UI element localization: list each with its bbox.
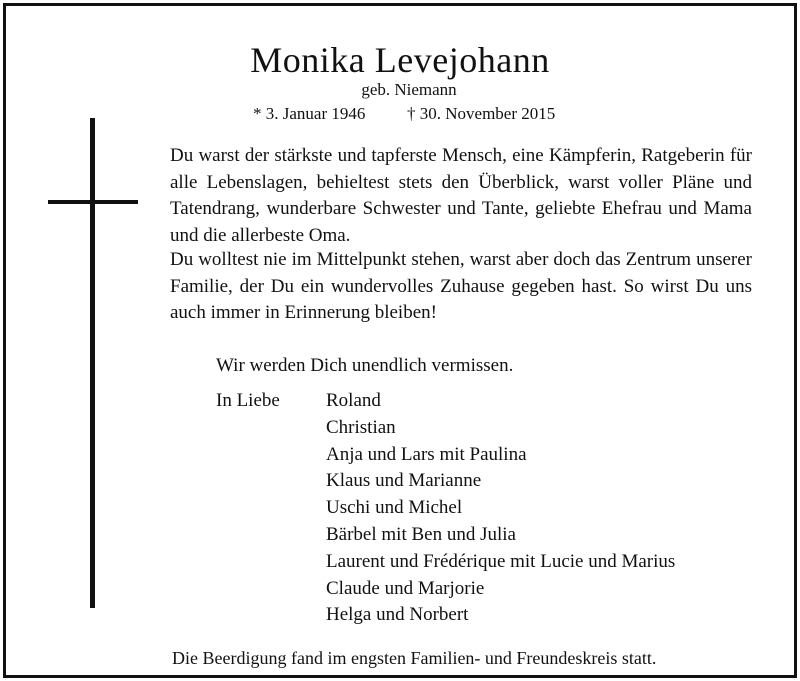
farewell-line: Wir werden Dich unendlich vermissen. <box>216 355 514 376</box>
deceased-name: Monika Levejohann <box>250 40 550 80</box>
mourners-list <box>326 388 675 629</box>
mourner-name: Laurent und Frédérique mit Lucie und Marius <box>326 550 676 572</box>
funeral-note: Die Beerdigung fand im engsten Familien- und Freundeskreis statt. <box>172 648 657 668</box>
death-date: † 30. November 2015 <box>407 104 556 123</box>
mourner-name: Christian <box>326 416 396 438</box>
birth-name: geb. Niemann <box>361 80 457 99</box>
mourner-name: Klaus und Marianne <box>326 470 482 492</box>
mourner-name: Claude und Marjorie <box>326 577 485 599</box>
mourner-name: Roland <box>326 390 381 411</box>
tribute-paragraph-2: Du wolltest nie im Mittelpunkt stehen, warst aber doch das Zentrum unserer Familie, der Du ein wundervolles Zuhause gegeben hast. So wirst Du uns auch immer in Erinnerung bleiben! <box>170 249 752 323</box>
mourner-name: Anja und Lars mit Paulina <box>326 443 527 465</box>
cross-horizontal-bar <box>48 200 138 204</box>
birth-date: * 3. Januar 1946 <box>253 104 366 123</box>
mourner-name: Bärbel mit Ben und Julia <box>326 523 516 545</box>
mourner-name: Helga und Norbert <box>326 604 469 626</box>
tribute-paragraph: Du warst der stärkste und tapferste Mensch, eine Kämpferin, Ratgeberin für alle Lebenslagen, behieltest stets den Überblick, warst voller Pläne und Tatendrang, wunderbare Schwester und Tante, geliebte Ehefrau und Mama und die allerbeste Oma. <box>170 145 752 246</box>
cross-vertical-bar <box>90 118 95 608</box>
mourner-name: Uschi und Michel <box>326 497 463 519</box>
in-love-label: In Liebe <box>216 390 280 411</box>
